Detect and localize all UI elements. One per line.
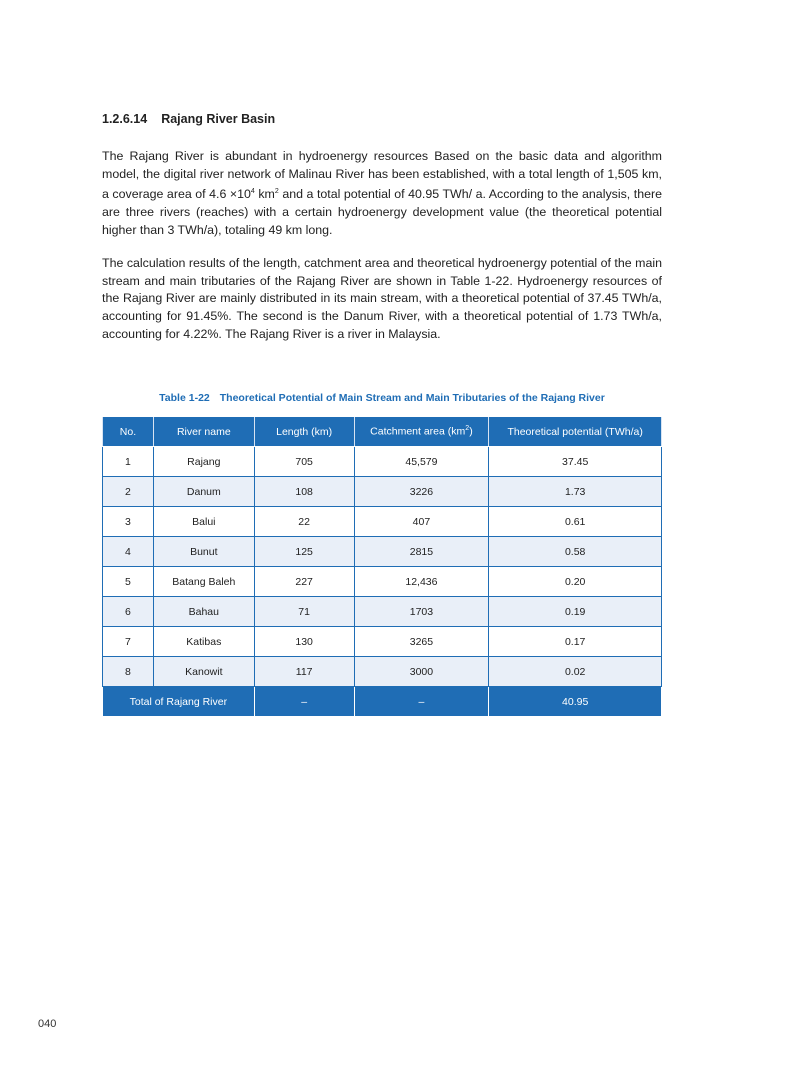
cell-river-name: Kanowit [153, 657, 254, 687]
cell-length: 705 [254, 447, 354, 477]
cell-potential: 0.19 [489, 597, 662, 627]
total-label: Total of Rajang River [103, 687, 255, 717]
header-text: ) [469, 425, 473, 438]
cell-potential: 0.17 [489, 627, 662, 657]
header-text: Catchment area (km [370, 425, 466, 438]
cell-no: 7 [103, 627, 154, 657]
cell-length: 227 [254, 567, 354, 597]
paragraph-text: The Rajang River is abundant in hydroenergy resources Based on the basic data and algorithm model, the digital river network of Malinau River has been established, with a total length of 1,505 km, a coverage area of 4.6 ×10 [102, 149, 662, 202]
cell-catchment-area: 3265 [354, 627, 489, 657]
cell-length: 22 [254, 507, 354, 537]
cell-river-name: Bahau [153, 597, 254, 627]
cell-length: 117 [254, 657, 354, 687]
cell-river-name: Danum [153, 477, 254, 507]
section-heading [102, 112, 275, 126]
cell-river-name: Rajang [153, 447, 254, 477]
section-number: 1.2.6.14 [102, 112, 148, 126]
cell-no: 2 [103, 477, 154, 507]
cell-catchment-area: 3000 [354, 657, 489, 687]
cell-river-name: Balui [153, 507, 254, 537]
cell-no: 4 [103, 537, 154, 567]
table-row [103, 537, 662, 567]
table-number: Table 1-22 [159, 392, 210, 404]
cell-potential: 1.73 [489, 477, 662, 507]
section-title: Rajang River Basin [161, 112, 276, 126]
cell-catchment-area: 2815 [354, 537, 489, 567]
cell-length: 130 [254, 627, 354, 657]
paragraph-2: The calculation results of the length, catchment area and theoretical hydroenergy potential of the main stream and main tributaries of the Rajang River are shown in Table 1-22. Hydroenergy resources of the Rajang River are mainly distributed in its main stream, with a theoretical potential of 37.45 TWh/a, accounting for 91.45%. The second is the Danum River, with a theoretical potential of 1.73 TWh/a, accounting for 4.22%. The Rajang River is a river in Malaysia. [102, 256, 662, 341]
header-length: Length (km) [254, 417, 354, 447]
superscript: 2 [274, 188, 279, 196]
cell-no: 5 [103, 567, 154, 597]
cell-catchment-area: 12,436 [354, 567, 489, 597]
cell-potential: 37.45 [489, 447, 662, 477]
potential-table [102, 417, 662, 717]
table-title: Theoretical Potential of Main Stream and Main Tributaries of the Rajang River [219, 392, 605, 404]
table-header-row [103, 417, 662, 447]
cell-length: 108 [254, 477, 354, 507]
cell-no: 3 [103, 507, 154, 537]
cell-length: 125 [254, 537, 354, 567]
header-catchment-area [354, 417, 489, 447]
cell-potential: 0.61 [489, 507, 662, 537]
cell-potential: 0.02 [489, 657, 662, 687]
table-row [103, 567, 662, 597]
table-row [103, 507, 662, 537]
header-river-name: River name [153, 417, 254, 447]
table-row [103, 447, 662, 477]
table-caption [102, 392, 662, 404]
cell-river-name: Katibas [153, 627, 254, 657]
table-row [103, 627, 662, 657]
page-number: 040 [38, 1018, 57, 1030]
cell-potential: 0.58 [489, 537, 662, 567]
table-row [103, 657, 662, 687]
header-theoretical-potential: Theoretical potential (TWh/a) [489, 417, 662, 447]
paragraph-1 [102, 148, 662, 240]
cell-river-name: Bunut [153, 537, 254, 567]
cell-river-name: Batang Baleh [153, 567, 254, 597]
table-row [103, 597, 662, 627]
cell-length: 71 [254, 597, 354, 627]
cell-catchment-area: 1703 [354, 597, 489, 627]
total-length: – [254, 687, 354, 717]
paragraph-text: km [254, 187, 275, 202]
header-no: No. [103, 417, 154, 447]
total-catchment: – [354, 687, 489, 717]
cell-potential: 0.20 [489, 567, 662, 597]
table-row [103, 477, 662, 507]
table-total-row [103, 687, 662, 717]
cell-catchment-area: 3226 [354, 477, 489, 507]
cell-no: 6 [103, 597, 154, 627]
superscript: 4 [250, 188, 255, 196]
cell-catchment-area: 407 [354, 507, 489, 537]
paragraph-text: and a total potential of 40.95 TWh/ a. According to the analysis, there are three rivers (reaches) with a certain hydroenergy development value (the theoretical potential higher than 3 TWh/a), totaling 49 km long. [102, 187, 662, 237]
cell-catchment-area: 45,579 [354, 447, 489, 477]
total-potential: 40.95 [489, 687, 662, 717]
cell-no: 8 [103, 657, 154, 687]
superscript: 2 [465, 425, 470, 433]
cell-no: 1 [103, 447, 154, 477]
